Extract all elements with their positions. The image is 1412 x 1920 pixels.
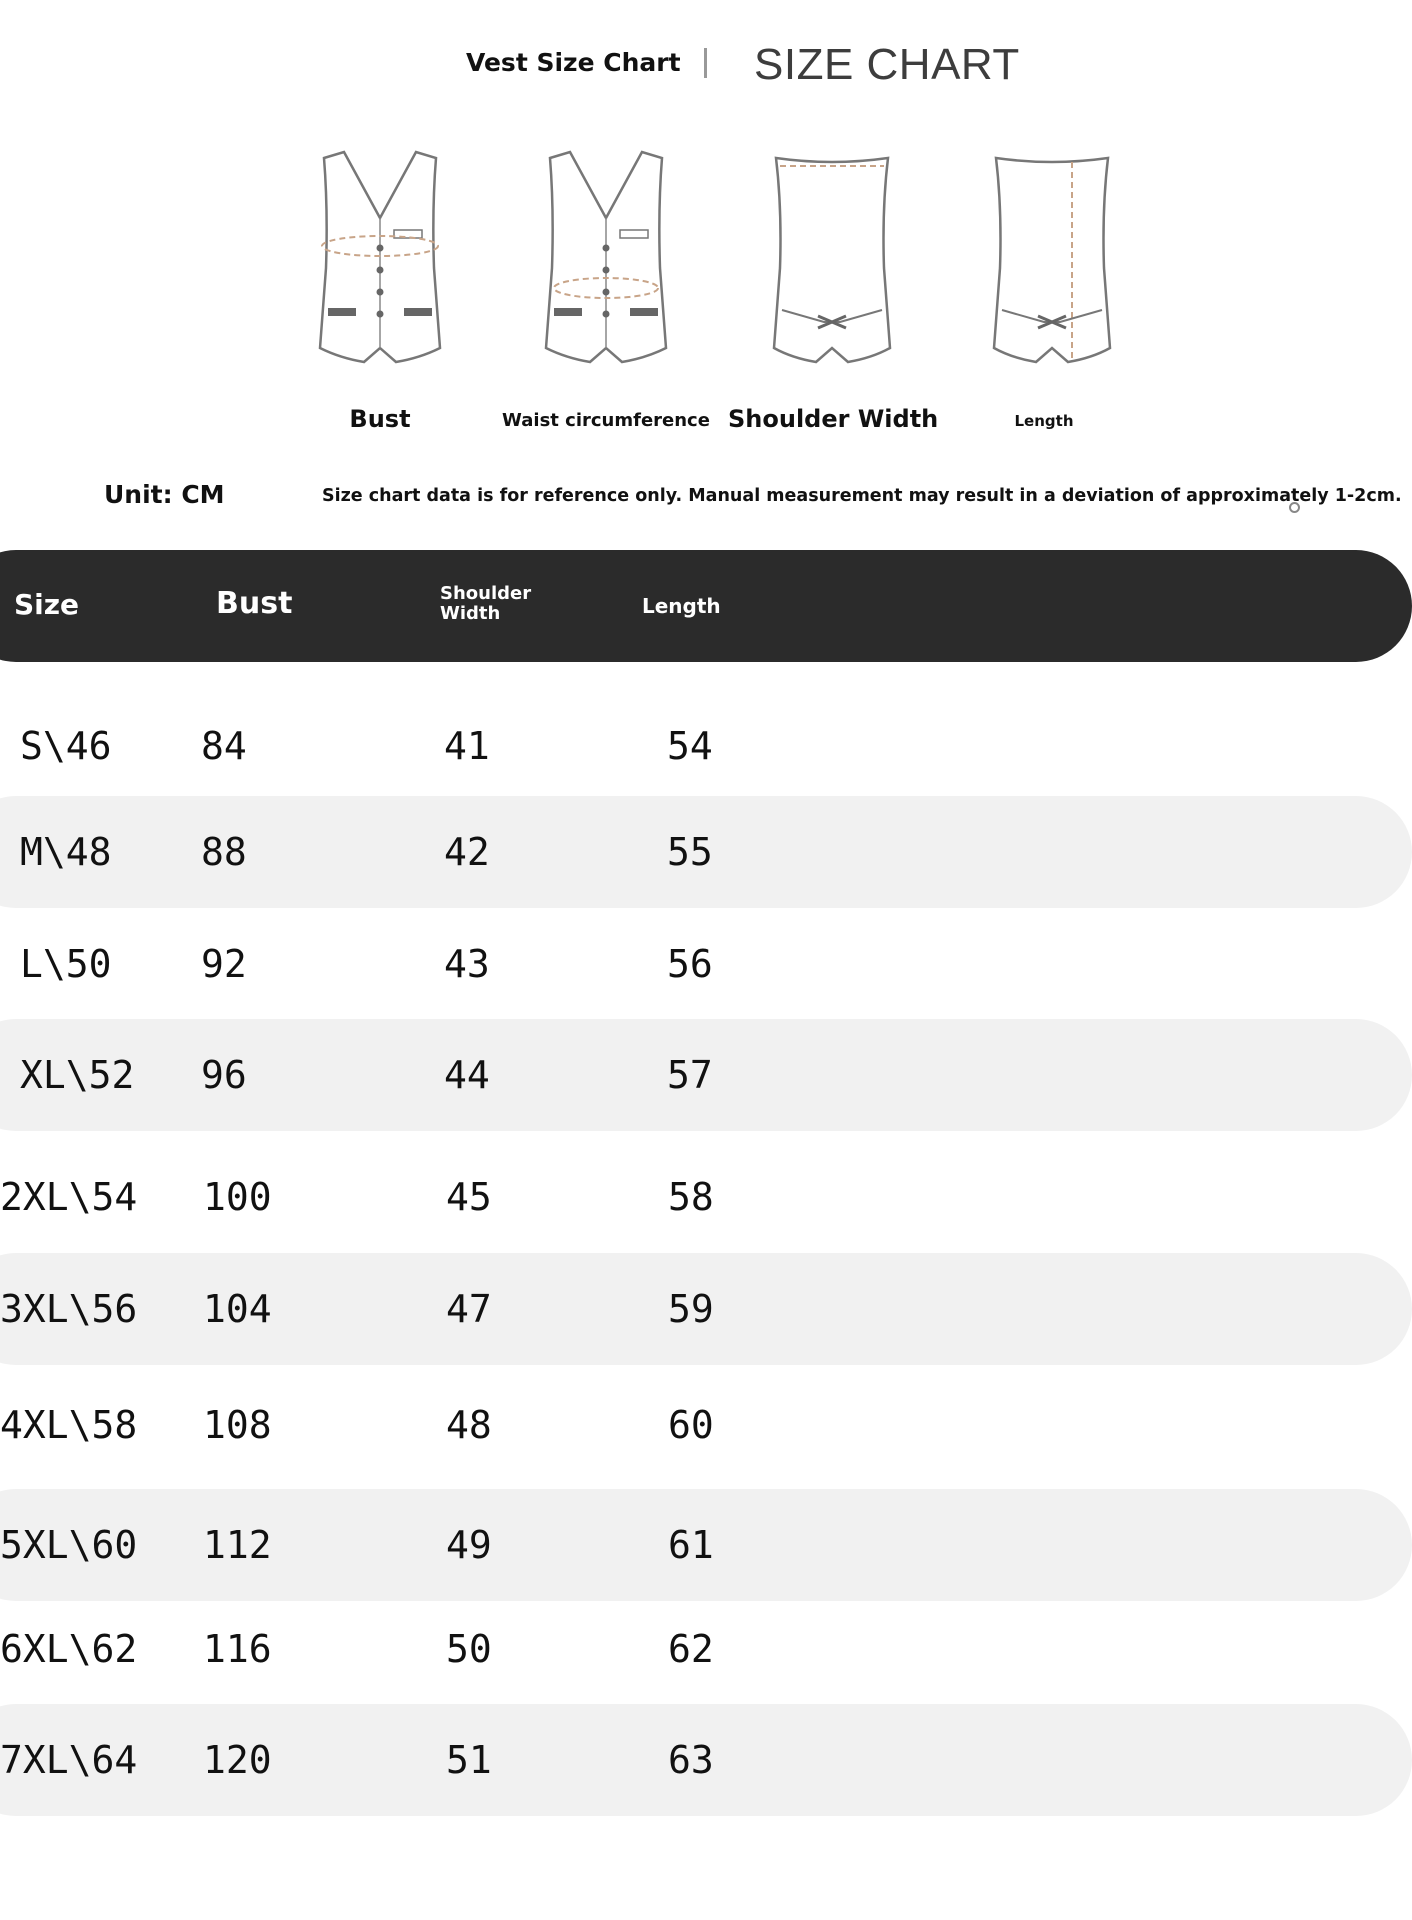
cell-length: 58 (668, 1175, 714, 1219)
cell-length: 56 (667, 942, 713, 986)
header-length: Length (642, 594, 721, 618)
decorative-dot (1289, 502, 1300, 513)
cell-size: 2XL\54 (0, 1175, 138, 1219)
cell-size: M\48 (20, 830, 112, 874)
cell-shoulder: 50 (446, 1627, 492, 1671)
cell-bust: 116 (203, 1627, 272, 1671)
table-row (0, 1704, 1412, 1816)
cell-length: 61 (668, 1523, 714, 1567)
vest-back-length-icon (982, 148, 1122, 378)
cell-shoulder: 49 (446, 1523, 492, 1567)
cell-length: 60 (668, 1403, 714, 1447)
diagram-label-waist: Waist circumference (502, 410, 710, 431)
cell-bust: 92 (201, 942, 247, 986)
cell-size: 4XL\58 (0, 1403, 138, 1447)
cell-bust: 104 (203, 1287, 272, 1331)
diagram-label-shoulder: Shoulder Width (728, 405, 939, 433)
cell-size: 6XL\62 (0, 1627, 138, 1671)
cell-bust: 108 (203, 1403, 272, 1447)
table-header (0, 550, 1412, 662)
vest-back-shoulder-icon (762, 148, 902, 378)
cell-size: 7XL\64 (0, 1738, 138, 1782)
cell-bust: 88 (201, 830, 247, 874)
cell-length: 62 (668, 1627, 714, 1671)
cell-bust: 120 (203, 1738, 272, 1782)
vest-front-bust-icon (310, 148, 450, 378)
table-row (0, 908, 1412, 1020)
table-row (0, 1369, 1412, 1481)
cell-shoulder: 45 (446, 1175, 492, 1219)
cell-size: XL\52 (20, 1053, 135, 1097)
chart-title: Vest Size Chart (466, 48, 681, 77)
cell-shoulder: 42 (444, 830, 490, 874)
cell-length: 57 (667, 1053, 713, 1097)
cell-bust: 96 (201, 1053, 247, 1097)
table-row (0, 1593, 1412, 1705)
cell-shoulder: 43 (444, 942, 490, 986)
cell-shoulder: 41 (444, 724, 490, 768)
diagram-label-length: Length (1014, 412, 1074, 430)
cell-length: 55 (667, 830, 713, 874)
table-row (0, 1019, 1412, 1131)
diagram-label-bust: Bust (349, 405, 411, 433)
table-row (0, 690, 1412, 802)
reference-note: Size chart data is for reference only. Manual measurement may result in a deviation of approximately 1-2cm. (322, 486, 1402, 506)
cell-size: S\46 (20, 724, 112, 768)
cell-size: 3XL\56 (0, 1287, 138, 1331)
table-row (0, 1253, 1412, 1365)
cell-length: 59 (668, 1287, 714, 1331)
cell-shoulder: 51 (446, 1738, 492, 1782)
table-row (0, 1489, 1412, 1601)
table-row (0, 1141, 1412, 1253)
chart-heading: SIZE CHART (754, 40, 1020, 89)
cell-bust: 100 (203, 1175, 272, 1219)
vest-front-waist-icon (536, 148, 676, 378)
header-size: Size (14, 588, 80, 621)
unit-label: Unit: CM (104, 480, 225, 509)
cell-size: 5XL\60 (0, 1523, 138, 1567)
cell-length: 54 (667, 724, 713, 768)
table-row (0, 796, 1412, 908)
header-bust: Bust (216, 586, 293, 621)
cell-size: L\50 (20, 942, 112, 986)
cell-length: 63 (668, 1738, 714, 1782)
cell-bust: 112 (203, 1523, 272, 1567)
cell-shoulder: 44 (444, 1053, 490, 1097)
cell-bust: 84 (201, 724, 247, 768)
cell-shoulder: 47 (446, 1287, 492, 1331)
header-shoulder-width: Shoulder Width (440, 583, 532, 624)
cell-shoulder: 48 (446, 1403, 492, 1447)
title-divider (704, 48, 707, 78)
